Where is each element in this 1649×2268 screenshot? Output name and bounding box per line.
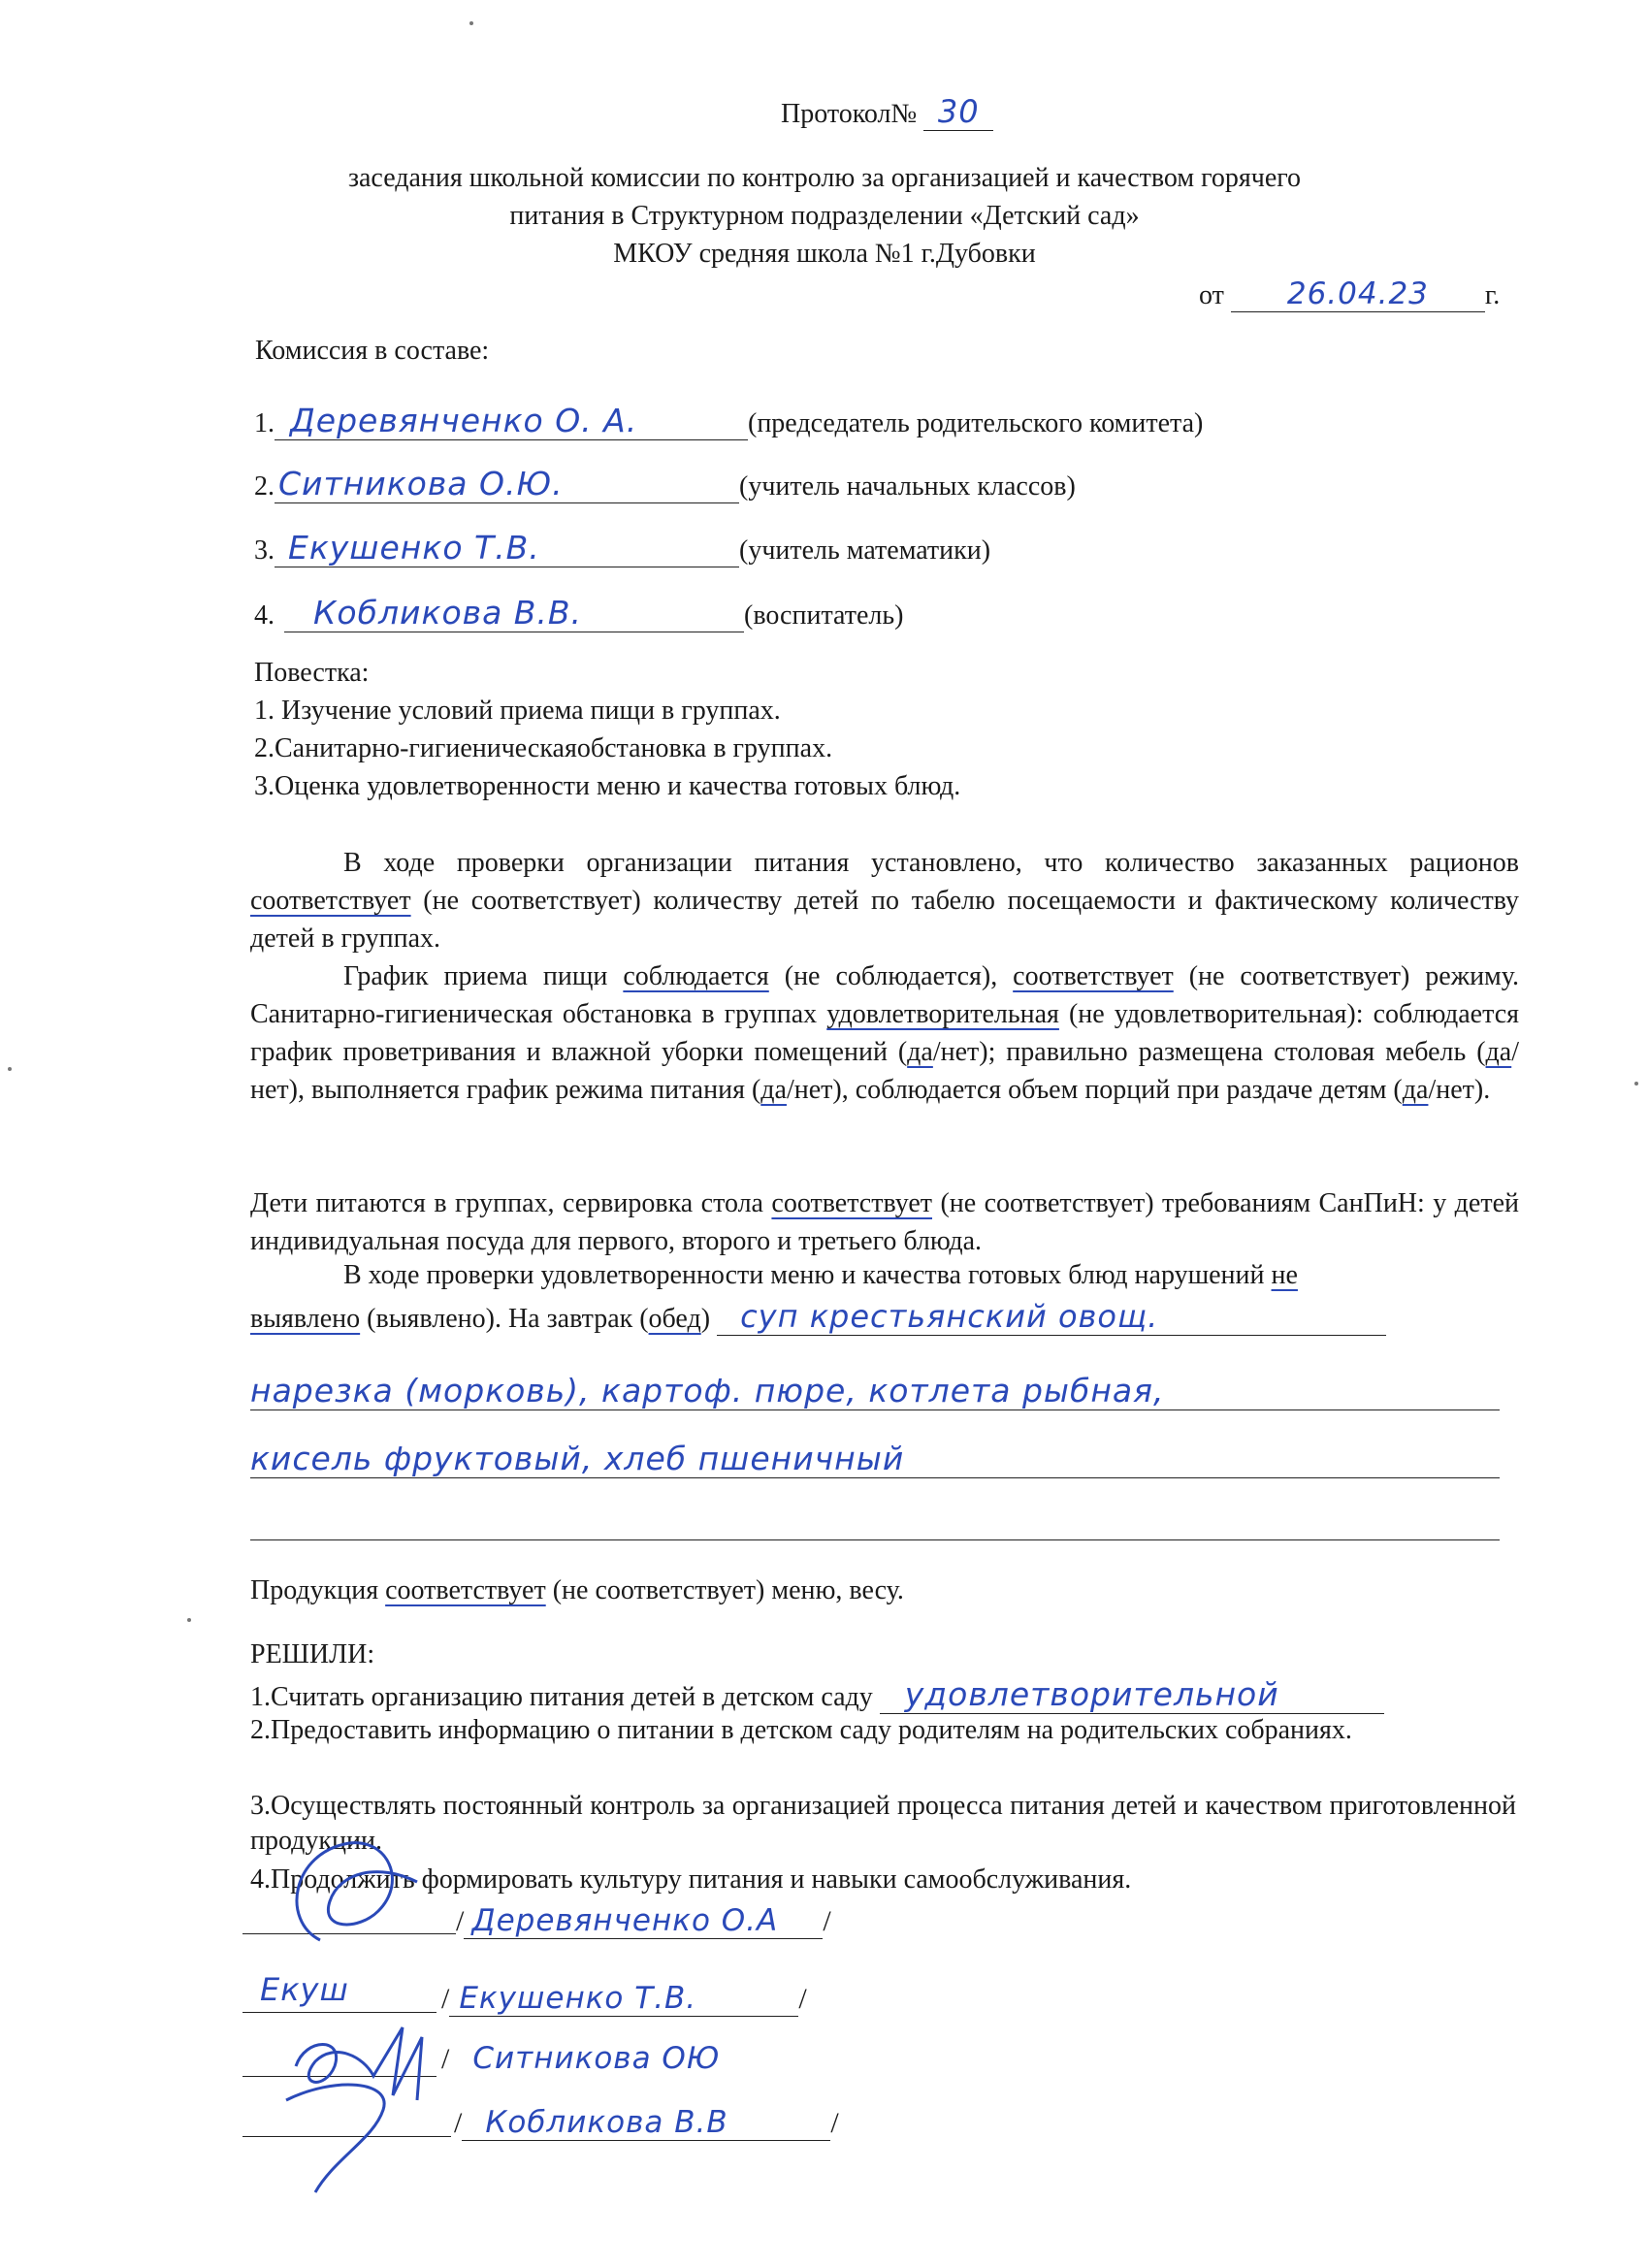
p1-marked: соответствует — [250, 886, 411, 916]
scan-speck — [8, 1067, 12, 1071]
p2-text-b: (не соблюдается), — [768, 961, 1014, 991]
p2-text-a: График приема пищи — [343, 961, 624, 991]
paragraph-schedule — [250, 957, 1519, 1109]
signature-scribble-1 — [262, 1824, 436, 1960]
commission-member-2 — [254, 465, 1076, 503]
decision-item-1-text: 1.Считать организацию питания детей в детском саду — [250, 1682, 873, 1712]
blank-menu-line — [250, 1539, 1500, 1540]
member-name: Деревянченко О. А. — [275, 402, 748, 440]
decision-title: РЕШИЛИ: — [250, 1639, 375, 1669]
decision-item-2: 2.Предоставить информацию о питании в детском саду родителям на родительских собраниях. — [250, 1715, 1352, 1745]
commission-member-3 — [254, 529, 990, 567]
p2-yes-1: да — [907, 1037, 933, 1067]
p2-text-e: /нет); правильно размещена столовая мебель ( — [932, 1037, 1486, 1067]
signature-2-handwriting: Екуш — [260, 1971, 349, 2008]
menu-line-3-wrap — [250, 1440, 1500, 1478]
signature-name-1: Деревянченко О.А — [464, 1903, 823, 1939]
signature-name-2: Екушенко Т.В. — [449, 1981, 798, 2017]
p2-text-h: /нет). — [1428, 1075, 1491, 1105]
protocol-number: 30 — [923, 93, 993, 131]
date-prefix: от — [1199, 280, 1224, 310]
paragraph-menu-quality-line2: выявлено (выявлено). На завтрак (обед) суп крестьянский овощ. — [250, 1298, 1386, 1336]
decision-item-1 — [250, 1675, 1384, 1714]
member-name: Ситникова О.Ю. — [275, 465, 739, 503]
p1-text-a: В ходе проверки организации питания установлено, что количество заказанных рационов — [343, 848, 1519, 878]
date-suffix: г. — [1484, 280, 1501, 310]
member-number: 4. — [254, 600, 275, 631]
signature-name-1-wrap: / Деревянченко О.А / — [456, 1903, 831, 1938]
paragraph-serving — [250, 1184, 1519, 1260]
p2-yes-4: да — [1402, 1075, 1429, 1105]
p2-text-f: /нет), выполняется график режима питания ( — [250, 1037, 1519, 1105]
paragraph-ration-check — [250, 844, 1519, 957]
signature-name-3-wrap: / Ситникова ОЮ — [441, 2041, 818, 2077]
member-role: (воспитатель) — [744, 600, 904, 631]
agenda-title: Повестка: — [254, 658, 370, 688]
member-role: (учитель математики) — [739, 535, 991, 566]
member-name: Екушенко Т.В. — [275, 529, 739, 567]
p2-marked-2: соответствует — [1013, 961, 1174, 991]
scan-speck — [187, 1618, 191, 1622]
product-text-a: Продукция — [250, 1575, 386, 1605]
member-number: 3. — [254, 535, 275, 566]
menu-line-2: нарезка (морковь), картоф. пюре, котлета рыбная, — [250, 1372, 1500, 1410]
signature-name-3: Ситникова ОЮ — [472, 2041, 721, 2076]
member-number: 1. — [254, 408, 275, 438]
signature-name-4-wrap: / Кобликова В.В / — [454, 2105, 839, 2140]
agenda-item-3: 3.Оценка удовлетворенности меню и качества готовых блюд. — [254, 771, 961, 801]
subtitle-line-1: заседания школьной комиссии по контролю за организацией и качеством горячего — [347, 163, 1302, 193]
menu-line-1: суп крестьянский овощ. — [717, 1298, 1386, 1336]
commission-member-1 — [254, 402, 1203, 440]
p2-text-g: /нет), соблюдается объем порций при раздаче детям ( — [786, 1075, 1403, 1105]
signature-name-2-wrap: / Екушенко Т.В. / — [441, 1981, 807, 2016]
agenda-item-2: 2.Санитарно-гигиеническаяобстановка в группах. — [254, 733, 833, 763]
signature-scribble-4 — [276, 2071, 412, 2197]
product-text-b: (не соответствует) меню, весу. — [545, 1575, 904, 1605]
decision-item-3: 3.Осуществлять постоянный контроль за организацией процесса питания детей и качеством приготовленной продукции. — [250, 1791, 1516, 1856]
agenda-item-1: 1. Изучение условий приема пищи в группах. — [254, 696, 781, 726]
protocol-label: Протокол№ — [781, 99, 918, 129]
p3-text-b: (не соответствует) требованиям СанПиН: у детей индивидуальная посуда для первого, второго и третьего блюда. — [250, 1188, 1519, 1256]
commission-title: Комиссия в составе: — [255, 336, 490, 366]
decision-item-4: 4.Продолжить формировать культуру питания и навыки самообслуживания. — [250, 1864, 1132, 1895]
p2-text-d: (не удовлетворительная): соблюдается график проветривания и влажной уборки помещений ( — [250, 999, 1519, 1067]
p3-text-a: Дети питаются в группах, сервировка стола — [250, 1188, 772, 1218]
menu-line-3: кисель фруктовый, хлеб пшеничный — [250, 1440, 1500, 1478]
scan-speck — [1634, 1082, 1638, 1085]
member-role: (учитель начальных классов) — [739, 471, 1076, 502]
member-role: (председатель родительского комитета) — [748, 408, 1204, 438]
signature-line-2 — [242, 2012, 436, 2013]
paragraph-menu-quality-line1: В ходе проверки удовлетворенности меню и качества готовых блюд нарушений не — [343, 1260, 1298, 1290]
p2-marked-1: соблюдается — [623, 961, 769, 991]
date-value: 26.04.23 — [1231, 276, 1485, 312]
signature-name-4: Кобликова В.В — [462, 2105, 830, 2141]
p4-text-c: ) — [700, 1304, 711, 1334]
product-marked: соответствует — [385, 1575, 546, 1605]
p4-marked-meal: обед — [648, 1304, 701, 1334]
p4-text-b: (выявлено). На завтрак ( — [360, 1304, 649, 1334]
p1-text-b: (не соответствует) количеству детей по табелю посещаемости и фактическому количеству детей в группах. — [250, 886, 1519, 954]
p2-marked-3: удовлетворительная — [826, 999, 1059, 1029]
menu-line-2-wrap — [250, 1372, 1500, 1410]
member-number: 2. — [254, 471, 275, 502]
p2-text-c: (не соответствует) режиму. Санитарно-гигиеническая обстановка в группах — [250, 961, 1519, 1029]
p2-yes-2: да — [1485, 1037, 1512, 1067]
p3-marked: соответствует — [771, 1188, 933, 1218]
p2-yes-3: да — [760, 1075, 787, 1105]
member-name: Кобликова В.В. — [284, 594, 744, 632]
decision-item-1-value: удовлетворительной — [880, 1675, 1384, 1714]
subtitle-line-3: МКОУ средняя школа №1 г.Дубовки — [613, 239, 1036, 269]
protocol-date — [1199, 276, 1500, 312]
subtitle-line-2: питания в Структурном подразделении «Детский сад» — [509, 201, 1140, 231]
protocol-title — [781, 93, 993, 131]
p4-text-a: В ходе проверки удовлетворенности меню и качества готовых блюд нарушений — [343, 1260, 1272, 1290]
commission-member-4 — [254, 594, 903, 632]
scan-speck — [469, 21, 473, 25]
product-conformity — [250, 1575, 904, 1606]
